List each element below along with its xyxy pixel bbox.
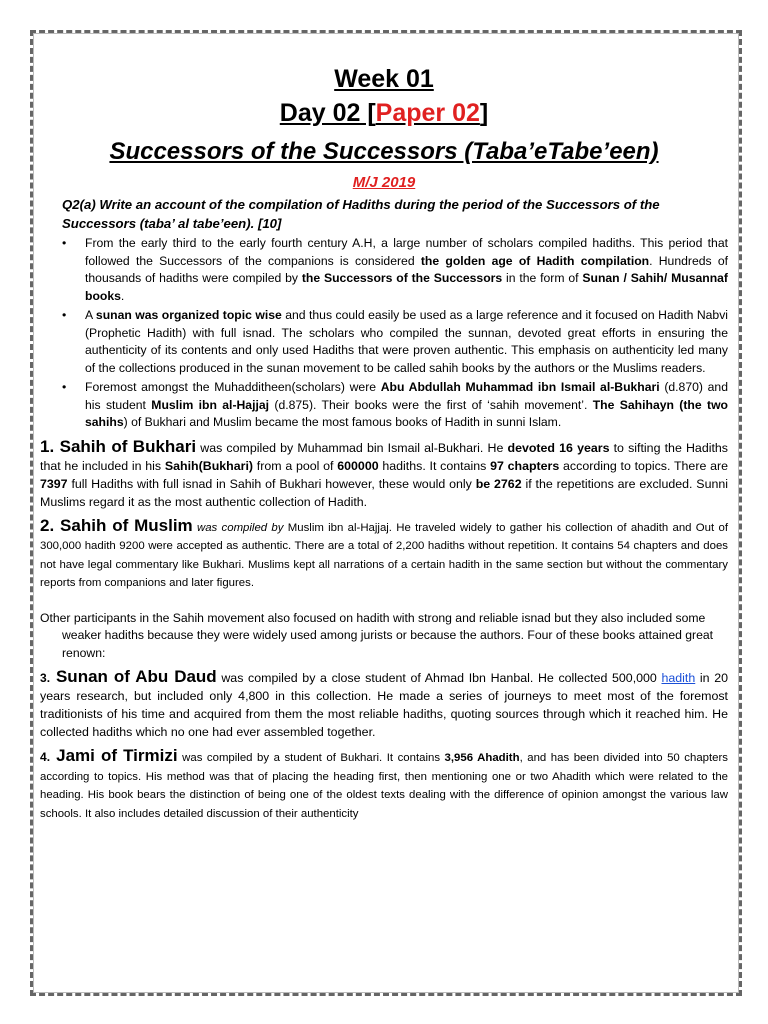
bold-text: Muslim ibn al-Hajjaj [151,397,270,412]
text-run: Foremost amongst the Muhadditheen(scholars) were [85,380,381,394]
text-run: From the early third to the early fourth century A.H, a large number of scholars compiled hadiths. This period that followed the Successors of the companions is considered [85,236,728,268]
document-title: Successors of the Successors (Taba’eTabe’een) [109,138,659,165]
text-run: A [85,308,96,322]
question-text: Q2(a) Write an account of the compilation of Hadiths during the period of the Successors of the Successors (taba’ al tabe’een). [10] [62,197,660,231]
text-run: in the form of [502,271,583,285]
section-lead: 2. Sahih of Muslim [40,515,193,535]
document-page [40,62,728,822]
bold-text: the golden age of Hadith compilation [420,253,650,268]
text-run: full Hadiths with full isnad in Sahih of Bukhari however, these would only [67,476,476,491]
text-run: from a pool of [253,458,338,473]
bullet-icon: • [62,380,67,394]
section-lead: Jami of Tirmizi [50,746,178,765]
text-run: . [120,288,125,303]
bold-text: 97 chapters [490,458,560,473]
bullet-item [40,235,728,305]
hadith-link[interactable]: hadith [661,671,696,685]
text-run: was compiled by Muhammad bin Ismail al-Bukhari. He [196,440,508,455]
bold-text: The Sahihayn (the two sahihs [85,397,728,429]
section-lead: Sunan of Abu Daud [50,667,217,686]
text-run: (d.875). Their books were the first of ‘sahih movement’. [269,397,593,412]
bullet-list [40,235,728,432]
text-run: and thus could easily be used as a large reference and it focused on Hadith Nabvi (Prophetic Hadith) with full isnad. The scholars who compiled the sunnan, devoted great efforts in ensuring the authenticity of its contents and only used Hadiths that were proven authentic. This emphasis on authenticity led many of the collections produced in the sunan movement to be called sahih books by the authors or the Muslims readers. [85,308,729,375]
abu-daud-section: 3. Sunan of Abu Daud was compiled by a close student of Ahmad Ibn Hanbal. He collected 500,000 hadith in 20 years research, but included only 4,800 in this collection. He made a series of journeys to meet most of the foremost traditionists of his time and acquired from them the most reliable hadiths, quoting sources through which it reached him. He collected hadiths which no one had ever assembled together. [40,667,728,739]
week-heading: Week 01 [334,65,434,93]
sahih-muslim-section: 2. Sahih of Muslim was compiled by Muslim ibn al-Hajjaj. He traveled widely to gather his collection of ahadith and Out of 300,000 hadith 9200 were accepted as authentic. There are a total of 2,200 hadiths without repetition. It contains 54 chapters and does not have legal commentary like Bukhari. Muslims kept all narrations of a certain hadith in the same section but without the commentary reports from companions and later figures. [40,515,728,589]
other-participants-paragraph: Other participants in the Sahih movement also focused on hadith with strong and reliable isnad but they also included some weaker hadiths because they were widely used among jurists or because the authors. Four of these books attained great renown: [40,610,714,660]
text-run: (d.870) and his student [85,380,728,412]
bold-text: be 2762 [475,476,522,491]
bold-text: 7397 [40,476,68,491]
bold-text: Abu Abdullah Muhammad ibn Ismail al-Bukhari [380,380,660,394]
bullet-icon: • [62,308,67,322]
text-run: according to topics. There are [559,458,728,473]
day-heading: Day 02 [Paper 02] [279,99,489,127]
bold-text: 600000 [337,458,379,473]
bold-text: the Successors of the Successors [301,271,503,285]
tirmizi-section: 4. Jami of Tirmizi was compiled by a student of Bukhari. It contains 3,956 Ahadith, and has been divided into 50 chapters according to topics. His method was that of placing the heading first, then mentioning one or two Ahadith which were related to the heading. His book bears the distinction of being one of the oldest texts dealing with the difference of opinion amongst the various law schools. It also includes detailed discussion of their authenticity [40,746,728,820]
text-run: to sifting the Hadiths that he included in his [40,440,728,473]
bold-text: sunan was organized topic wise [95,308,282,322]
bullet-item [40,379,728,432]
section-lead: 1. Sahih of Bukhari [40,436,197,456]
paper-label: Paper 02 [375,99,480,127]
bullet-icon: • [62,236,67,250]
bullet-item [40,307,728,377]
text-run: . Hundreds of thousands of hadiths were compiled by [85,253,729,285]
text-run: hadiths. It contains [378,458,491,473]
text-run: if the repetitions are excluded. Sunni Muslims regard it as the most authentic collection of Hadith. [40,476,728,509]
bold-text: Sunan / Sahih/ Musannaf books [85,271,728,303]
sahih-bukhari-section [40,438,728,511]
text-run: ) of Bukhari and Muslim became the most famous books of Hadith in sunni Islam. [123,415,562,429]
bold-text: Sahih(Bukhari) [164,458,254,473]
bold-text: devoted 16 years [507,440,610,455]
session-label: M/J 2019 [352,174,416,191]
